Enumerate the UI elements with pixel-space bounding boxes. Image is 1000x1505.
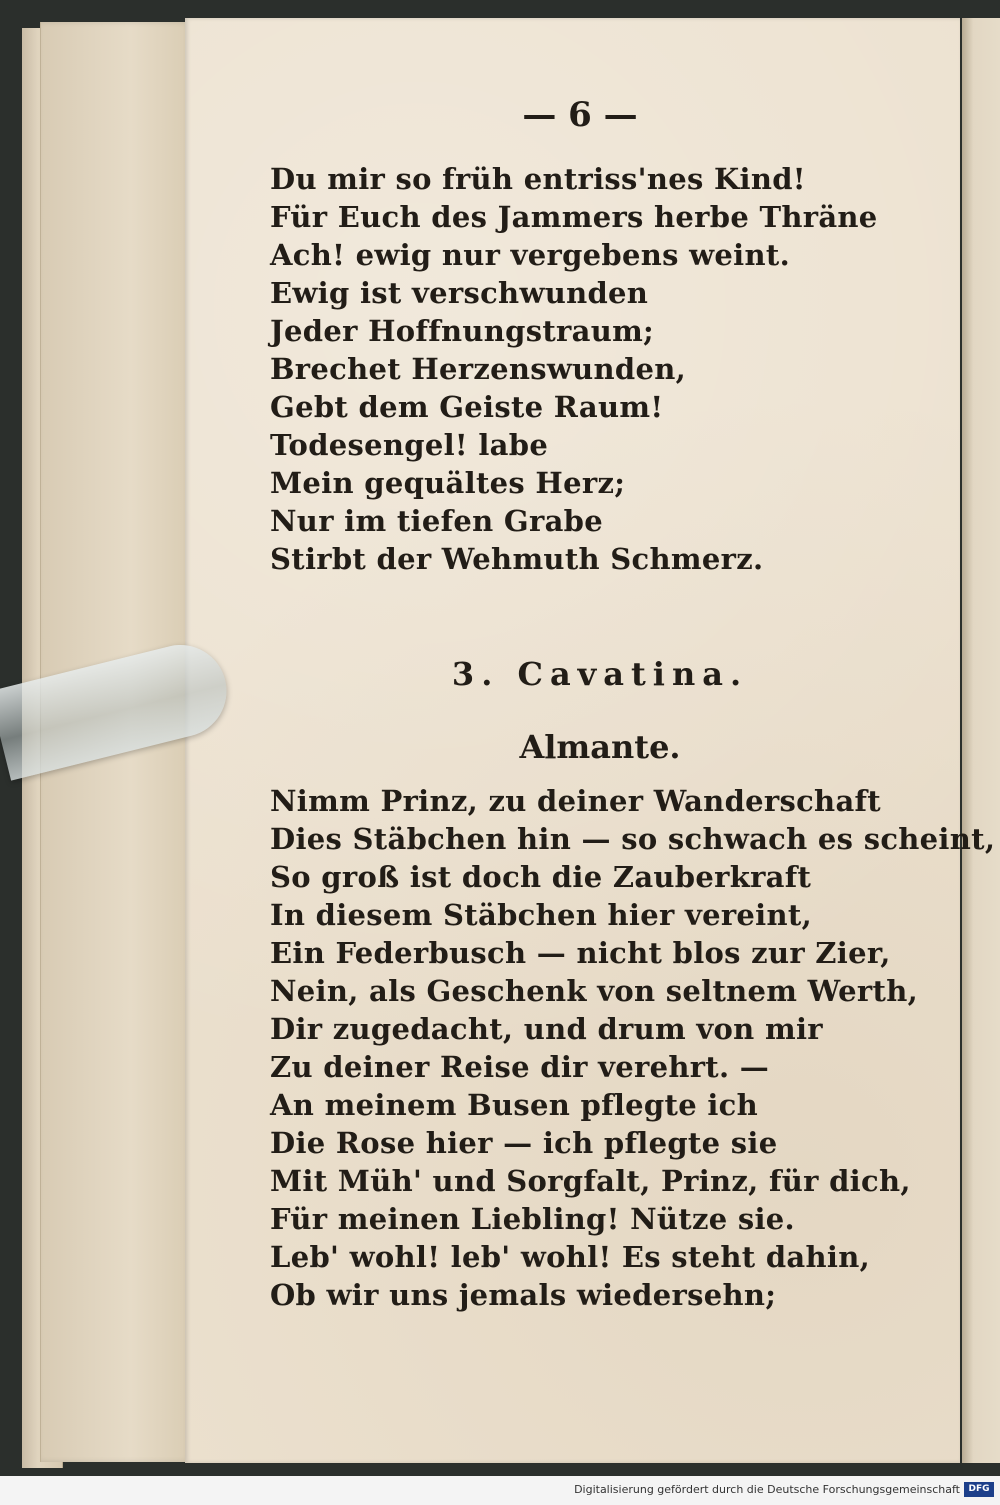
verse-line: An meinem Busen pflegte ich — [270, 1088, 759, 1122]
verse-line: Mein gequältes Herz; — [270, 466, 626, 500]
verse-line: Ewig ist verschwunden — [270, 276, 649, 310]
verse-line: In diesem Stäbchen hier vereint, — [270, 898, 812, 932]
verse-line: Brechet Herzenswunden, — [270, 352, 687, 386]
verse-line: Todesengel! labe — [270, 428, 549, 462]
character-name: Almante. — [519, 728, 681, 766]
verse-line: Dir zugedacht, und drum von mir — [270, 1012, 823, 1046]
verse-line: Du mir so früh entriss'nes Kind! — [270, 162, 806, 196]
verse-line: Ob wir uns jemals wiedersehn; — [270, 1278, 777, 1312]
verse-line: Für Euch des Jammers herbe Thräne — [270, 200, 878, 234]
footer-bar — [0, 1476, 1000, 1505]
verse-line: Ein Federbusch — nicht blos zur Zier, — [270, 936, 891, 970]
page-number: — 6 — — [522, 95, 638, 135]
verse-line: Leb' wohl! leb' wohl! Es steht dahin, — [270, 1240, 871, 1274]
section-title: 3. Cavatina. — [451, 655, 749, 693]
verse-line: Die Rose hier — ich pflegte sie — [270, 1126, 778, 1160]
verse-line: Mit Müh' und Sorgfalt, Prinz, für dich, — [270, 1164, 911, 1198]
verse-line: Nimm Prinz, zu deiner Wanderschaft — [270, 784, 882, 818]
verse-line: Dies Stäbchen hin — so schwach es scheint, — [270, 822, 996, 856]
verse-line: Ach! ewig nur vergebens weint. — [270, 238, 790, 272]
verse-line: Stirbt der Wehmuth Schmerz. — [270, 542, 764, 576]
funding-credit: Digitalisierung gefördert durch die Deutsche Forschungsgemeinschaft — [574, 1483, 960, 1496]
verse-line: Nein, als Geschenk von seltnem Werth, — [270, 974, 918, 1008]
poem-stanza-2 — [270, 782, 995, 1314]
verse-line: Zu deiner Reise dir verehrt. — — [270, 1050, 770, 1084]
poem-stanza-1 — [270, 160, 878, 578]
dfg-logo: DFG — [964, 1482, 994, 1497]
verse-line: Für meinen Liebling! Nütze sie. — [270, 1202, 795, 1236]
verse-line: So groß ist doch die Zauberkraft — [270, 860, 812, 894]
verse-line: Nur im tiefen Grabe — [270, 504, 603, 538]
verse-line: Gebt dem Geiste Raum! — [270, 390, 664, 424]
verse-line: Jeder Hoffnungstraum; — [270, 314, 655, 348]
